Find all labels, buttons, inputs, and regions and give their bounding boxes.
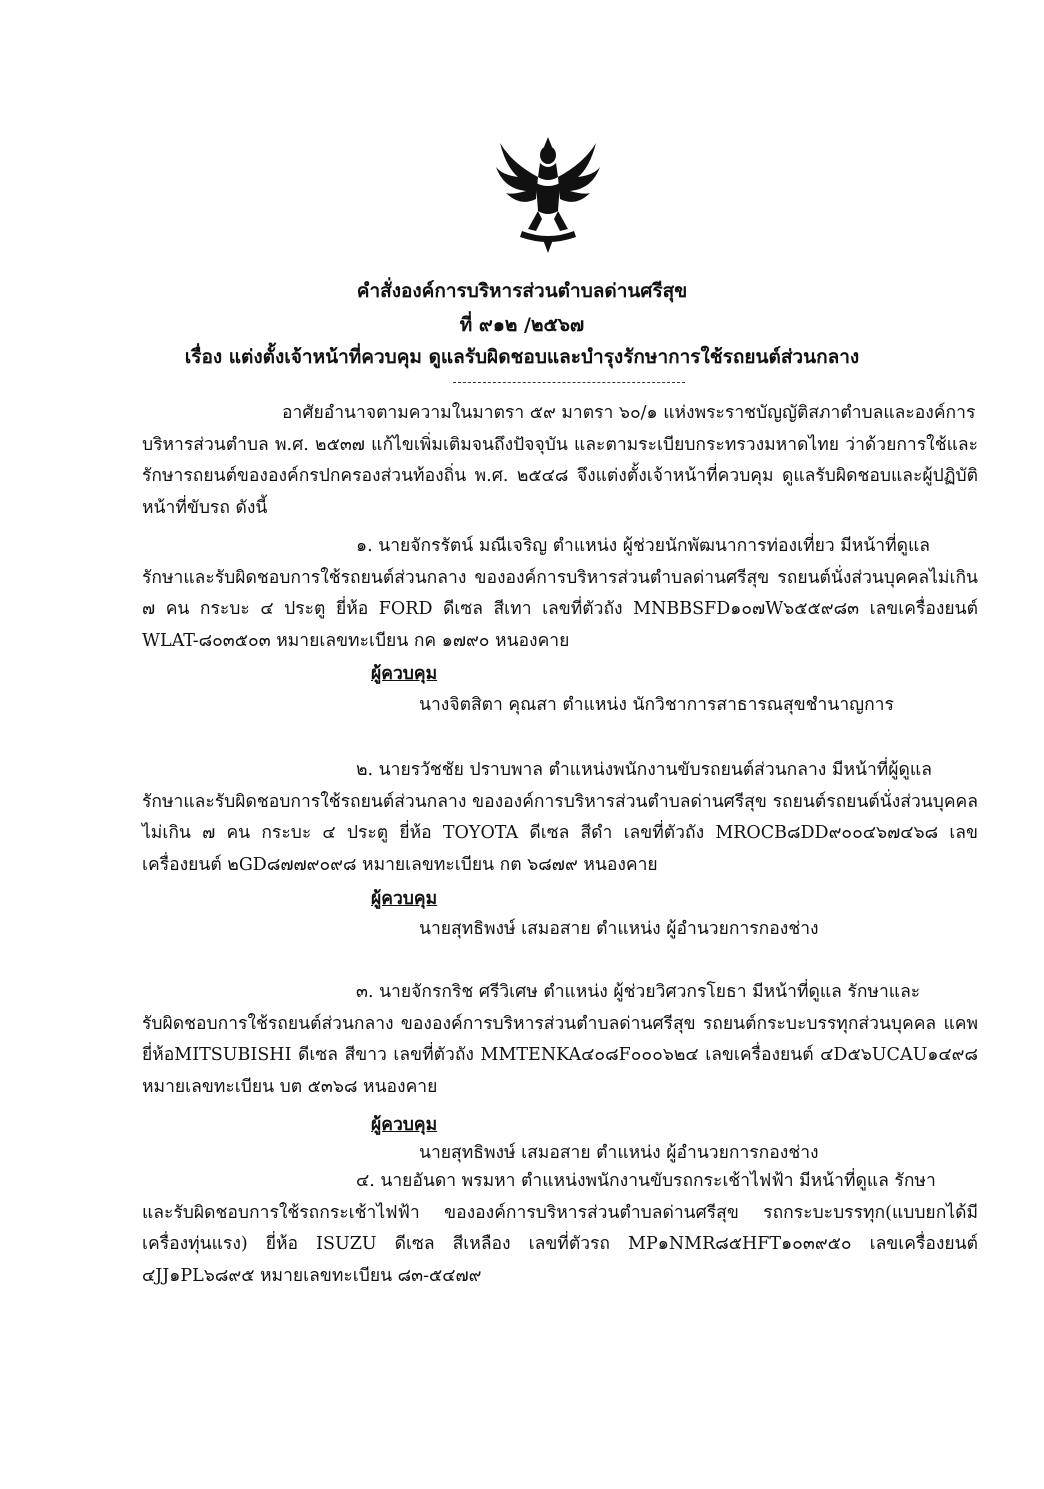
item-2-line-1: ๒. นายรวัชชัย ปราบพาล ตำแหน่งพนักงานขับรถยนต์ส่วนกลาง มีหน้าที่ผู้ดูแล bbox=[356, 760, 932, 780]
item-1-line-1: ๑. นายจักรรัตน์ มณีเจริญ ตำแหน่ง ผู้ช่วยนักพัฒนาการท่องเที่ยว มีหน้าที่ดูแล bbox=[356, 536, 931, 556]
item-3-line-1: ๓. นายจักรกริช ศรีวิเศษ ตำแหน่ง ผู้ช่วยวิศวกรโยธา มีหน้าที่ดูแล รักษาและ bbox=[356, 982, 921, 1002]
order-title: คำสั่งองค์การบริหารส่วนตำบลด่านศรีสุข bbox=[356, 280, 688, 302]
item-2-rest: รักษาและรับผิดชอบการใช้รถยนต์ส่วนกลาง ขององค์การบริหารส่วนตำบลด่านศรีสุข รถยนต์รถยนต์นั่งส่วนบุคคลไม่เกิน ๗ คน กระบะ ๔ ประตู ยี่ห้อ TOYOTA ดีเซล สีดำ เลขที่ตัวถัง MROCB๘DD๙๐๐๔๖๗๔๖๘ เลขเครื่องยนต์ ๒GD๘๗๗๙๐๙๘ หมายเลขทะเบียน กต ๖๘๗๙ หนองคาย bbox=[142, 791, 978, 875]
separator-rule bbox=[453, 382, 685, 383]
item-1-paragraph bbox=[142, 531, 978, 657]
item-2-paragraph bbox=[142, 755, 978, 881]
item-4-paragraph bbox=[142, 1166, 978, 1292]
item-1-controller-label: ผู้ควบคุม bbox=[371, 664, 438, 684]
item-4-line-1: ๔. นายอันดา พรมหา ตำแหน่งพนักงานขับรถกระเช้าไฟฟ้า มีหน้าที่ดูแล รักษา bbox=[356, 1171, 936, 1191]
item-3-rest: รับผิดชอบการใช้รถยนต์ส่วนกลาง ขององค์การบริหารส่วนตำบลด่านศรีสุข รถยนต์กระบะบรรทุกส่วนบุคคล แคพ ยี่ห้อMITSUBISHI ดีเซล สีขาว เลขที่ตัวถัง MMTENKA๔๐๘F๐๐๐๖๒๔ เลขเครื่องยนต์ ๔D๕๖UCAU๑๔๙๘ หมายเลขทะเบียน บต ๕๓๖๘ หนองคาย bbox=[142, 1013, 978, 1097]
item-2-controller-name: นายสุทธิพงษ์ เสมอสาย ตำแหน่ง ผู้อำนวยการกองช่าง bbox=[419, 919, 819, 939]
item-3-controller-label: ผู้ควบคุม bbox=[371, 1115, 438, 1135]
item-1-controller-name: นางจิตสิตา คุณสา ตำแหน่ง นักวิชาการสาธารณสุขชำนาญการ bbox=[419, 695, 894, 715]
order-subject: เรื่อง แต่งตั้งเจ้าหน้าที่ควบคุม ดูแลรับผิดชอบและบำรุงรักษาการใช้รถยนต์ส่วนกลาง bbox=[184, 346, 860, 368]
item-2-controller-label: ผู้ควบคุม bbox=[371, 889, 438, 909]
item-3-controller-name: นายสุทธิพงษ์ เสมอสาย ตำแหน่ง ผู้อำนวยการกองช่าง bbox=[419, 1143, 819, 1163]
item-3-paragraph bbox=[142, 977, 978, 1103]
order-number: ที่ ๙๑๒ /๒๕๖๗ bbox=[459, 314, 585, 336]
preamble-rest: บริหารส่วนตำบล พ.ศ. ๒๕๓๗ แก้ไขเพิ่มเติมจนถึงปัจจุบัน และตามระเบียบกระทรวงมหาดไทย ว่าด้วยการใช้และรักษารถยนต์ขององค์กรปกครองส่วนท้องถิ่น พ.ศ. ๒๕๔๘ จึงแต่งตั้งเจ้าหน้าที่ควบคุม ดูแลรับผิดชอบและผู้ปฏิบัติหน้าที่ขับรถ ดังนี้ bbox=[142, 434, 978, 518]
garuda-emblem-icon bbox=[492, 133, 604, 255]
preamble-line-1: อาศัยอำนาจตามความในมาตรา ๕๙ มาตรา ๖๐/๑ แห่งพระราชบัญญัติสภาตำบลและองค์การ bbox=[282, 403, 976, 423]
item-1-rest: รักษาและรับผิดชอบการใช้รถยนต์ส่วนกลาง ขององค์การบริหารส่วนตำบลด่านศรีสุข รถยนต์นั่งส่วนบุคคลไม่เกิน ๗ คน กระบะ ๔ ประตู ยี่ห้อ FORD ดีเซล สีเทา เลขที่ตัวถัง MNBBSFD๑๐๗W๖๕๕๙๘๓ เลขเครื่องยนต์ WLAT-๘๐๓๕๐๓ หมายเลขทะเบียน กค ๑๗๙๐ หนองคาย bbox=[142, 567, 978, 651]
preamble-paragraph bbox=[142, 398, 978, 524]
item-4-rest: และรับผิดชอบการใช้รถกระเช้าไฟฟ้า ขององค์การบริหารส่วนตำบลด่านศรีสุข รถกระบะบรรทุก(แบบยกได้มีเครื่องทุ่นแรง) ยี่ห้อ ISUZU ดีเซล สีเหลือง เลขที่ตัวรถ MP๑NMR๘๕HFT๑๐๓๙๕๐ เลขเครื่องยนต์ ๔JJ๑PL๖๘๙๕ หมายเลขทะเบียน ๘๓-๕๔๗๙ bbox=[142, 1202, 978, 1286]
